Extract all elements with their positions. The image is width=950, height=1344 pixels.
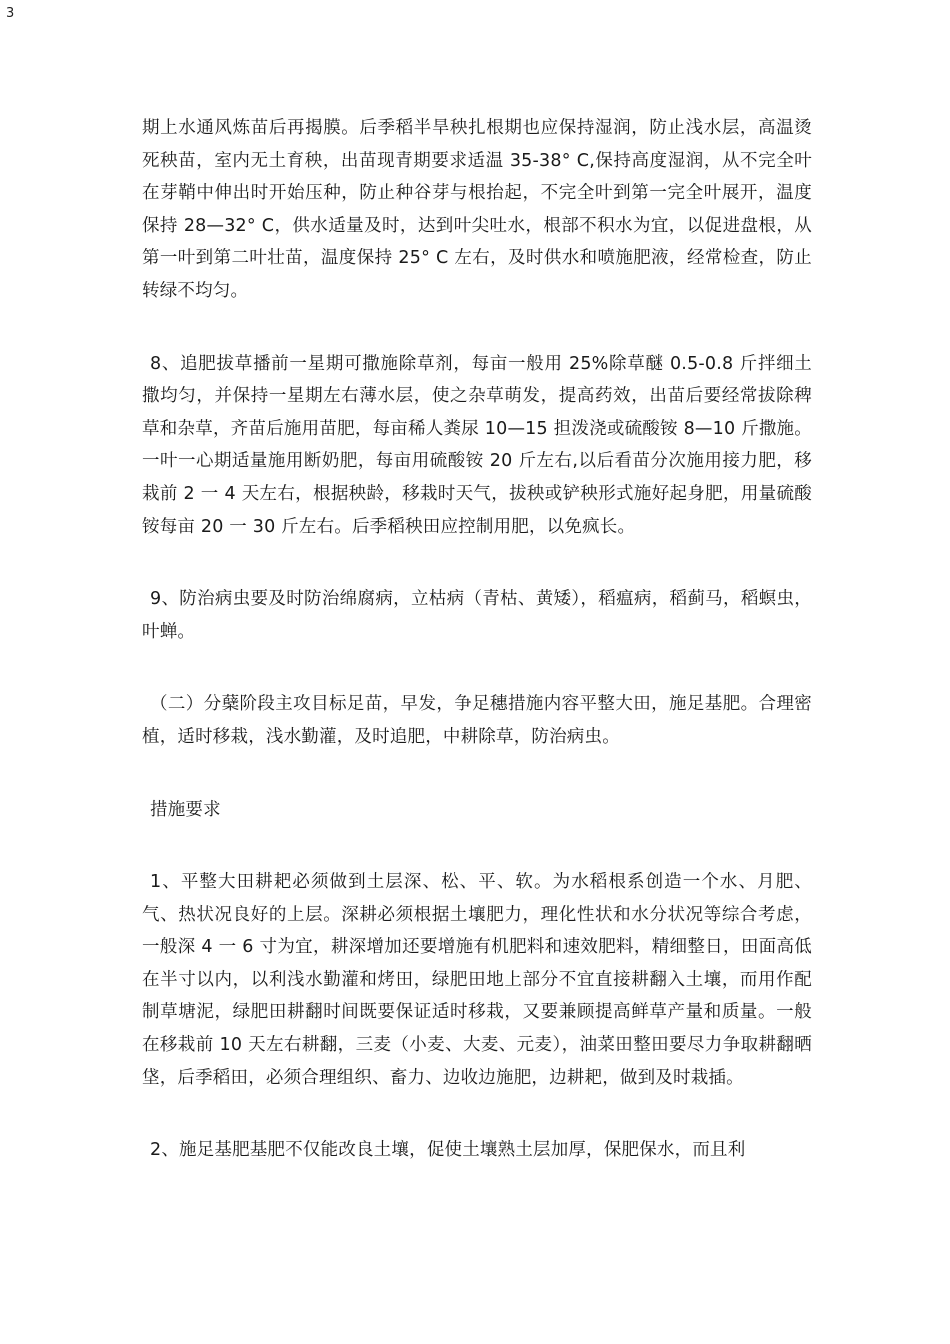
paragraph-tillering-stage: （二）分蘖阶段主攻目标足苗，早发，争足穗措施内容平整大田，施足基肥。合理密植，适时移栽，浅水勤灌，及时追肥，中耕除草，防治病虫。: [142, 694, 812, 747]
paragraph-gap: [142, 648, 812, 688]
paragraph-gap: [142, 1094, 812, 1134]
paragraph-gap: [142, 754, 812, 794]
paragraph-topdressing-weeding: 8、追肥拔草播前一星期可撒施除草剂，每亩一般用 25%除草醚 0.5-0.8 斤拌细土撒均匀，并保持一星期左右薄水层，使之杂草萌发，提高药效，出苗后要经常拔除稗草和杂草，齐苗后施用苗肥，每亩稀人粪尿 10—15 担泼浇或硫酸铵 8—10 斤撒施。一叶一心期适量施用断奶肥，每亩用硫酸铵 20 斤左右,以后看苗分次施用接力肥，移栽前 2 一 4 天左右，根据秧龄，移栽时天气，拔秧或铲秧形式施好起身肥，用量硫酸铵每亩 20 一 30 斤左右。后季稻秧田应控制用肥，以免疯长。: [142, 353, 812, 537]
paragraph-gap: [142, 543, 812, 583]
paragraph-base-fertilizer: 2、施足基肥基肥不仅能改良土壤，促使土壤熟土层加厚，保肥保水，而且利: [150, 1140, 746, 1161]
paragraph-gap: [142, 308, 812, 348]
section-heading-measures: 措施要求: [150, 799, 221, 820]
paragraph-gap: [142, 826, 812, 866]
paragraph-pest-control: 9、防治病虫要及时防治绵腐病，立枯病（青枯、黄矮），稻瘟病，稻蓟马，稻螟虫，叶蝉。: [142, 589, 812, 642]
paragraph-field-leveling: 1、平整大田耕耙必须做到土层深、松、平、软。为水稻根系创造一个水、月肥、气、热状况良好的上层。深耕必须根据土壤肥力，理化性状和水分状况等综合考虑，一般深 4 一 6 寸为宜，耕深增加还要增施有机肥料和速效肥料，精细整日，田面高低在半寸以内，以利浅水勤灌和烤田，绿肥田地上部分不宜直接耕翻入土壤，而用作配制草塘泥，绿肥田耕翻时间既要保证适时移栽，又要兼顾提高鲜草产量和质量。一般在移栽前 10 天左右耕翻，三麦（小麦、大麦、元麦），油菜田整田要尽力争取耕翻晒垡，后季稻田，必须合理组织、畜力、边收边施肥，边耕耙，做到及时栽插。: [142, 872, 812, 1088]
document-body: [142, 112, 812, 1167]
page-number: 3: [6, 6, 15, 21]
paragraph-seedling-management: 期上水通风炼苗后再揭膜。后季稻半旱秧扎根期也应保持湿润，防止浅水层，高温烫死秧苗，室内无土育秧，出苗现青期要求适温 35-38° C,保持高度湿润，从不完全叶在芽鞘中伸出时开始压种，防止种谷芽与根抬起，不完全叶到第一完全叶展开，温度保持 28—32° C，供水适量及时，达到叶尖吐水，根部不积水为宜，以促进盘根，从第一叶到第二叶壮苗，温度保持 25° C 左右，及时供水和喷施肥液，经常检查，防止转绿不均匀。: [142, 118, 812, 301]
